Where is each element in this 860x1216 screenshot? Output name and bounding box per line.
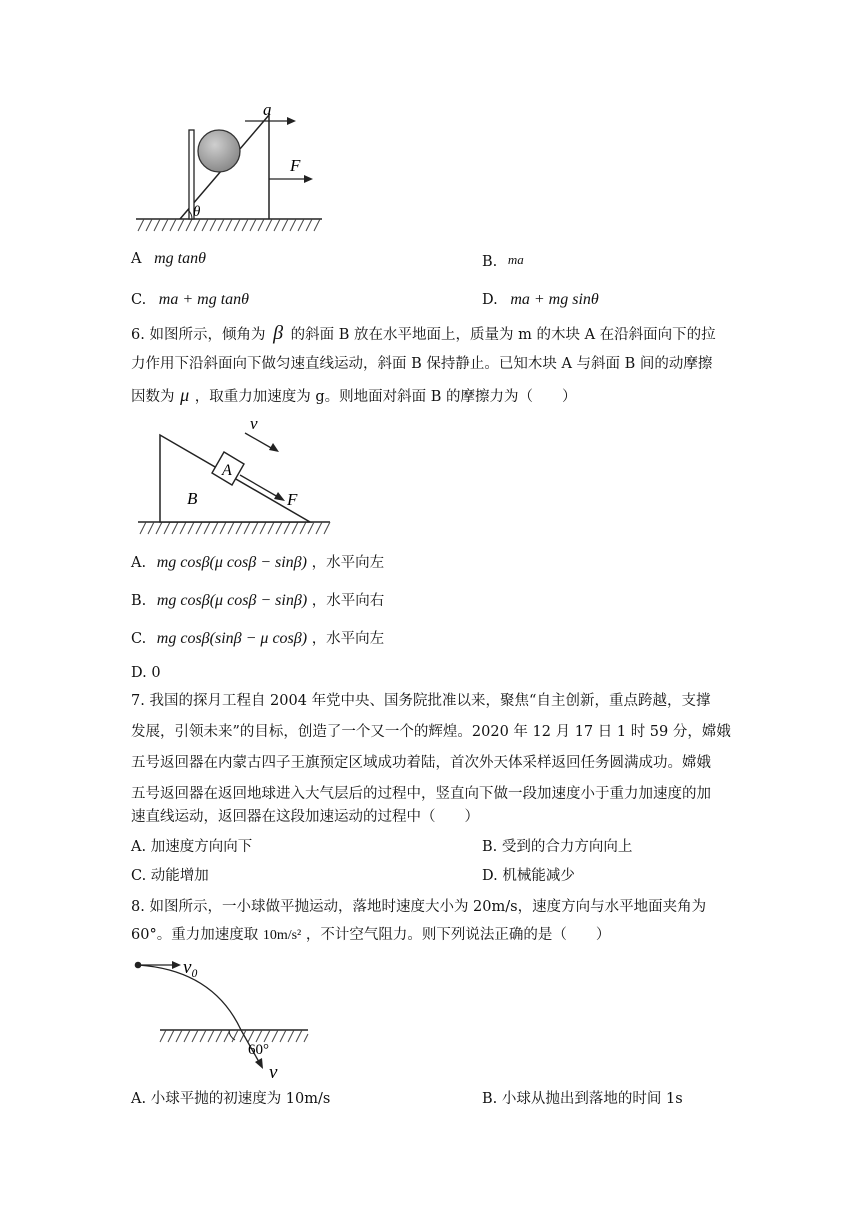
q6-stem-line-1-pre: 6. 如图所示，倾角为 — [131, 327, 266, 343]
q5-option-b[interactable] — [482, 250, 524, 272]
q8-g-value: 10m/s² — [262, 928, 302, 943]
q6-ground — [138, 522, 330, 534]
q6-option-c-math: mg cosβ(sinβ − μ cosβ) — [156, 630, 308, 647]
q5-theta-label: θ — [193, 204, 201, 220]
q8-stem-line-2-pre: 60°。重力加速度取 — [131, 927, 259, 943]
q6-stem-line-1-post: 的斜面 B 放在水平地面上，质量为 m 的木块 A 在沿斜面向下的拉 — [290, 327, 716, 343]
q6-stem-line-1 — [131, 323, 716, 345]
q6-option-c-letter: C. — [131, 631, 147, 647]
q7-stem-line-2: 发展，引领未来”的目标，创造了一个又一个的辉煌。2020 年 12 月 17 日 1 时 59 分，嫦娥 — [131, 724, 731, 740]
q5-option-a-math: mg tanθ — [154, 250, 206, 267]
q5-option-d-letter: D. — [482, 292, 498, 308]
q6-option-a[interactable] — [131, 553, 384, 573]
q6-option-a-tail: ，水平向左 — [311, 555, 385, 571]
q5-option-c-math: ma + mg tanθ — [158, 291, 250, 308]
q8-option-b[interactable]: B. 小球从抛出到落地的时间 1s — [482, 1091, 683, 1107]
q8-figure — [128, 950, 318, 1085]
q6-B-label: B — [187, 489, 198, 508]
q6-stem-line-3 — [131, 385, 577, 407]
q5-ball — [198, 130, 240, 172]
q5-F-label: F — [290, 156, 301, 175]
q6-F-label: F — [287, 490, 298, 509]
q6-option-c[interactable] — [131, 629, 384, 649]
q6-option-b-tail: ，水平向右 — [311, 593, 385, 609]
q6-stem-line-3-pre: 因数为 — [131, 389, 175, 405]
q5-option-b-math: ma — [507, 252, 524, 267]
q8-angle-label: 60° — [248, 1042, 269, 1058]
q6-option-b[interactable] — [131, 591, 384, 611]
q7-option-d[interactable]: D. 机械能减少 — [482, 868, 575, 884]
q5-option-b-letter: B. — [482, 254, 498, 270]
q7-option-a[interactable]: A. 加速度方向向下 — [131, 839, 253, 855]
q6-option-a-math: mg cosβ(μ cosβ − sinβ) — [156, 554, 307, 571]
q5-option-c-letter: C. — [131, 292, 147, 308]
q6-option-b-math: mg cosβ(μ cosβ − sinβ) — [156, 592, 308, 609]
q6-option-b-letter: B. — [131, 593, 147, 609]
q5-figure — [130, 95, 330, 240]
q5-option-a-letter: A — [131, 251, 142, 267]
q5-option-a[interactable] — [131, 249, 206, 269]
q5-option-d-math: ma + mg sinθ — [510, 291, 599, 308]
q7-stem-line-4: 五号返回器在返回地球进入大气层后的过程中，竖直向下做一段加速度小于重力加速度的加 — [131, 786, 711, 802]
q7-stem-line-3: 五号返回器在内蒙古四子王旗预定区域成功着陆，首次外天体采样返回任务圆满成功。嫦娥 — [131, 755, 711, 771]
q8-stem-line-1: 8. 如图所示，一小球做平抛运动，落地时速度大小为 20m/s，速度方向与水平地面夹角为 — [131, 899, 707, 915]
q6-stem-line-2: 力作用下沿斜面向下做匀速直线运动，斜面 B 保持静止。已知木块 A 与斜面 B 间的动摩擦 — [131, 356, 713, 372]
q6-velocity-arrow — [245, 433, 279, 452]
q5-ground — [136, 219, 322, 231]
q8-v0-label: v₀ — [183, 957, 199, 978]
q6-beta-symbol: β — [273, 322, 284, 344]
q6-option-c-tail: ，水平向左 — [311, 631, 385, 647]
q5-a-label: a — [263, 100, 272, 119]
q7-stem-line-1: 7. 我国的探月工程自 2004 年党中央、国务院批准以来，聚焦“自主创新，重点跨越，支撑 — [131, 693, 711, 709]
q7-option-c[interactable]: C. 动能增加 — [131, 868, 209, 884]
q5-option-d[interactable] — [482, 290, 599, 310]
q7-option-b[interactable]: B. 受到的合力方向向上 — [482, 839, 633, 855]
q5-option-c[interactable] — [131, 290, 249, 310]
q7-stem-line-5: 速直线运动，返回器在这段加速运动的过程中（ ） — [131, 809, 479, 825]
q8-ground — [160, 1030, 308, 1042]
q8-v-label: v — [269, 1062, 278, 1083]
q8-stem-line-2 — [131, 925, 610, 946]
q6-stem-line-3-post: ，取重力加速度为 g。则地面对斜面 B 的摩擦力为（ ） — [194, 389, 577, 405]
q8-stem-line-2-post: ，不计空气阻力。则下列说法正确的是（ ） — [305, 927, 611, 943]
q5-force-arrow — [269, 175, 313, 183]
q6-option-d[interactable]: D. 0 — [131, 665, 161, 681]
q6-option-a-letter: A. — [131, 555, 147, 571]
q6-A-label: A — [222, 462, 232, 479]
q6-v-label: v — [250, 415, 258, 433]
q6-mu-symbol: μ — [180, 385, 190, 405]
q8-option-a[interactable]: A. 小球平抛的初速度为 10m/s — [131, 1091, 331, 1107]
q6-figure — [132, 415, 337, 540]
